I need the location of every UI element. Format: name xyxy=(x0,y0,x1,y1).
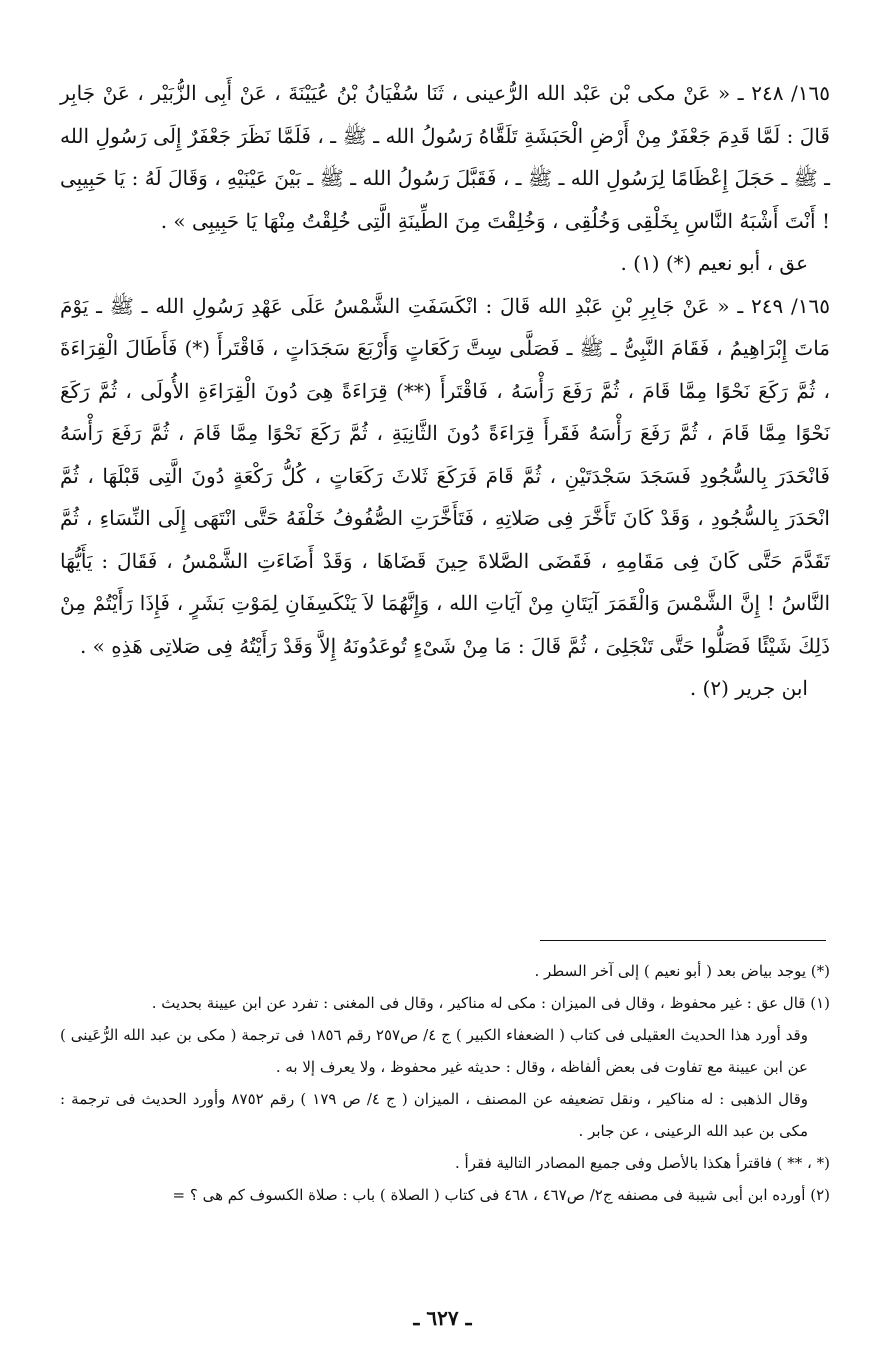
footnote-separator xyxy=(540,940,826,941)
page-number: ـ ٦٢٧ ـ xyxy=(413,1306,472,1330)
hadith-248-source: عق ، أبو نعيم (*) (١) . xyxy=(620,251,808,275)
hadith-249-text: ١٦٥/ ٢٤٩ ـ « عَنْ جَابِرِ بْنِ عَبْدِ الله قَالَ : انْكَسَفَتِ الشَّمْسُ عَلَى عَهْدِ رَسُولِ الله ـ ﷺ ـ يَوْمَ مَاتَ إِبْرَاهِيمُ ، فَقَامَ النَّبِىُّ ـ ﷺ ـ فَصَلَّى سِتَّ رَكَعَاتٍ وَأَرْبَعَ سَجَدَاتٍ ، فَاقْتَرأَ (*) فَأَطَالَ الْقِرَاءَةَ ، ثُمَّ رَكَعَ نَحْوًا مِمَّا قَامَ ، ثُمَّ رَفَعَ رَأْسَهُ ، فَاقْتَرأَ (**) قِرَاءَةً هِىَ دُونَ الْقِرَاءَةِ الأُولَى ، ثُمَّ رَكَعَ نَحْوًا مِمَّا قَامَ ، ثُمَّ رَفَعَ رَأْسَهُ فَقَرأَ قِرَاءَةً دُونَ الثَّانِيَةِ ، ثُمَّ رَكَعَ نَحْوًا مِمَّا قَامَ ، ثُمَّ رَفَعَ رَأْسَهُ فَانْحَدَرَ بِالسُّجُودِ فَسَجَدَ سَجْدَتَيْنِ ، ثُمَّ قَامَ فَرَكَعَ ثَلاثَ رَكَعَاتٍ ، كُلُّ رَكْعَةٍ دُونَ الَّتِى قَبْلَهَا ، ثُمَّ انْحَدَرَ بِالسُّجُودِ ، وَقَدْ كَانَ تَأَخَّرَ فِى صَلاتِهِ ، فَتَأَخَّرَتِ الصُّفُوفُ خَلْفَهُ حَتَّى انْتَهَى إِلَى النِّسَاءِ ، ثُمَّ تَقَدَّمَ حَتَّى كَانَ فِى مَقَامِهِ ، فَقَضَى الصَّلاةَ حِينَ قَضَاهَا ، وَقَدْ أَضَاءَتِ الشَّمْسُ ، فَقَالَ : يَأَيُّهَا النَّاسُ ! إِنَّ الشَّمْسَ وَالْقَمَرَ آيَتَانِ مِنْ آيَاتِ الله ، وَإِنَّهُمَا لاَ يَنْكَسِفَانِ لِمَوْتِ بَشَرٍ ، فَإِذَا رَأَيْتُمْ مِنْ ذَلِكَ شَيْئًا فَصَلُّوا حَتَّى تَنْجَلِىَ ، ثُمَّ قَالَ : مَا مِنْ شَىْءٍ تُوعَدُونَهُ إِلاَّ وَقَدْ رَأَيْتُهُ فِى صَلاتِى هَذِهِ » . xyxy=(60,293,830,658)
footnote-1-dhahabi: وقال الذهبى : له مناكير ، ونقل تضعيفه عن المصنف ، الميزان ( ج ٤/ ص ١٧٩ ) رقم ٨٧٥٢ وأورد الحديث فى ترجمة : مكى بن عبد الله الرعينى ، عن جابر . xyxy=(60,1090,808,1140)
footnote-1-aqili: وقد أورد هذا الحديث العقيلى فى كتاب ( الضعفاء الكبير ) ج ٤/ ص٢٥٧ رقم ١٨٥٦ فى ترجمة ( مكى بن عبد الله الرُّعَينى ) عن ابن عيينة مع تفاوت فى بعض ألفاظه ، وقال : حديثه غير محفوظ ، ولا يعرف إلا به . xyxy=(60,1026,808,1076)
hadith-249-source: ابن جرير (٢) . xyxy=(689,676,808,700)
footnote-star: (*) يوجد بياض بعد ( أبو نعيم ) إلى آخر السطر . xyxy=(534,962,830,980)
hadith-248-text: ١٦٥/ ٢٤٨ ـ « عَنْ مكى بْن عَبْد الله الرُّعينى ، ثَنَا سُفْيَانُ بْنُ عُيَيْنَةَ ، عَنْ أَبِى الزُّبَيْر ، عَنْ جَابِر قَالَ : لَمَّا قَدِمَ جَعْفَرٌ مِنْ أَرْضِ الْحَبَشَةِ تَلَقَّاهُ رَسُولُ الله ـ ﷺ ـ ، فَلَمَّا نَظَرَ جَعْفَرٌ إِلَى رَسُولِ الله ـ ﷺ ـ حَجَلَ إِعْظَامًا لِرَسُولِ الله ـ ﷺ ـ ، فَقَبَّلَ رَسُولُ الله ـ ﷺ ـ بَيْنَ عَيْنَيْهِ ، وَقَالَ لَهُ : يَا حَبِيبِى ! أَنْتَ أَشْبَهُ النَّاسِ بِخَلْقِى وَخُلُقِى ، وَخُلِقْتَ مِنَ الطِّينَةِ الَّتِى خُلِقْتُ مِنْهَا يَا حَبِيبِى » . xyxy=(60,81,830,233)
footnote-star-double: (* ، ** ) فاقترأ هكذا بالأصل وفى جميع المصادر التالية فقرأ . xyxy=(455,1154,830,1172)
footnotes xyxy=(60,955,830,1211)
main-text xyxy=(60,72,830,710)
footnote-2: (٢) أورده ابن أبى شيبة فى مصنفه ج٢/ ص٤٦٧ ، ٤٦٨ فى كتاب ( الصلاة ) باب : صلاة الكسوف كم هى ؟ = xyxy=(172,1186,830,1204)
footnote-1: (١) قال عق : غير محفوظ ، وقال فى الميزان : مكى له مناكير ، وقال فى المغنى : تفرد عن ابن عيينة بحديث . xyxy=(151,994,830,1012)
